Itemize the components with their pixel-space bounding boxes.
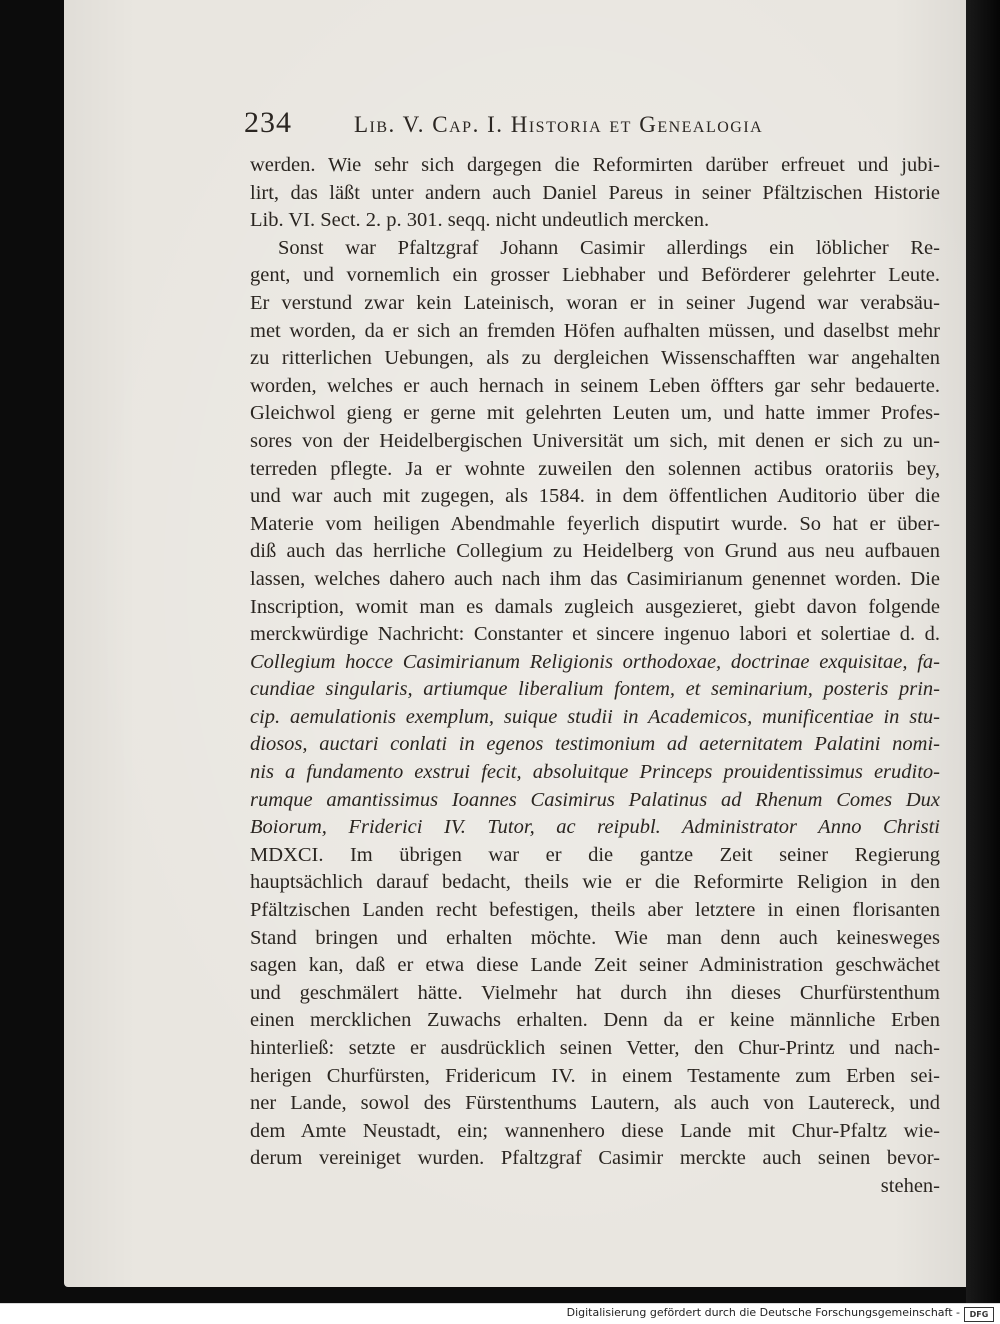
text-line: derum vereiniget wurden. Pfaltzgraf Casimir merckte auch seinen bevor-: [250, 1147, 940, 1170]
text-line: herigen Churfürsten, Fridericum IV. in einem Testamente zum Erben sei-: [250, 1064, 940, 1087]
scan-right-edge: [966, 0, 1000, 1303]
text-line: Lib. VI. Sect. 2. p. 301. seqq. nicht undeutlich mercken.: [250, 209, 710, 232]
text-line: MDXCI. Im übrigen war er die gantze Zeit seiner Regierung: [250, 843, 940, 866]
body-text: [250, 152, 940, 1201]
text-line: dem Amte Neustadt, ein; wannenhero diese Lande mit Chur-Pfaltz wie-: [250, 1119, 940, 1142]
text-line: lassen, welches dahero auch nach ihm das Casimirianum genennet worden. Die: [250, 567, 940, 590]
text-line: worden, welches er auch hernach in seinem Leben öffters gar sehr bedauerte.: [250, 374, 940, 397]
text-line: sores von der Heidelbergischen Universität um sich, mit denen er sich zu un-: [250, 429, 940, 452]
text-line: met worden, da er sich an fremden Höfen aufhalten müssen, und daselbst mehr: [250, 319, 940, 342]
text-line: Boiorum, Friderici IV. Tutor, ac reipubl. Administrator Anno Christi: [250, 816, 940, 839]
text-line: zu ritterlichen Uebungen, als zu dergleichen Wissenschafften war angehalten: [250, 347, 940, 370]
footer-bar: [0, 1303, 1000, 1324]
text-line: Collegium hocce Casimirianum Religionis orthodoxae, doctrinae exquisitae, fa-: [250, 650, 940, 673]
page-number: 234: [244, 106, 292, 139]
catchword: stehen-: [880, 1174, 940, 1197]
text-line: Gleichwol gieng er gerne mit gelehrten Leuten um, und hatte immer Profes-: [250, 402, 940, 425]
text-line: cundiae singularis, artiumque liberalium fontem, et seminarium, posteris prin-: [250, 678, 940, 701]
dfg-logo-icon: DFG: [964, 1307, 994, 1322]
text-line: diosos, auctari conlati in egenos testimonium ad aeternitatem Palatini nomi-: [250, 733, 940, 756]
text-line: hinterließ: setzte er ausdrücklich seinen Vetter, den Chur-Printz und nach-: [250, 1037, 940, 1059]
text-line: Stand bringen und erhalten möchte. Wie man denn auch keinesweges: [250, 926, 940, 949]
text-line: nis a fundamento exstrui fecit, absoluitque Princeps prouidentissimus erudito-: [250, 761, 940, 784]
page-header: [244, 106, 844, 146]
text-line: diß auch das herrliche Collegium zu Heidelberg von Grund aus neu aufbauen: [250, 540, 940, 563]
text-line: merckwürdige Nachricht: Constanter et sincere ingenuo labori et solertiae d. d.: [250, 623, 940, 646]
text-line: hauptsächlich darauf bedacht, theils wie er die Reformirte Religion in den: [250, 871, 940, 894]
text-line: und geschmälert hätte. Vielmehr hat durch ihn dieses Churfürstenthum: [250, 981, 940, 1004]
text-line: werden. Wie sehr sich dargegen die Reformirten darüber erfreuet und jubi-: [250, 154, 940, 176]
text-line: rumque amantissimus Ioannes Casimirus Palatinus ad Rhenum Comes Dux: [250, 788, 940, 811]
text-line: Sonst war Pfaltzgraf Johann Casimir allerdings ein löblicher Re-: [278, 236, 940, 259]
text-line: Inscription, womit man es damals zugleich ausgezieret, giebt davon folgende: [250, 595, 940, 618]
digitization-credit: Digitalisierung gefördert durch die Deutsche Forschungsgemeinschaft -: [566, 1306, 960, 1319]
text-line: terreden pflegte. Ja er wohnte zuweilen den solennen actibus oratoriis bey,: [250, 457, 940, 480]
text-line: sagen kan, daß er etwa diese Lande Zeit seiner Administration geschwächet: [250, 954, 940, 977]
text-line: lirt, das läßt unter andern auch Daniel Pareus in seiner Pfältzischen Historie: [250, 181, 940, 204]
text-line: Er verstund zwar kein Lateinisch, woran er in seiner Jugend war verabsäu-: [250, 291, 940, 314]
text-line: Materie vom heiligen Abendmahle feyerlich disputirt wurde. So hat er über-: [250, 512, 940, 535]
text-line: cip. aemulationis exemplum, suique studii in Academicos, munificentiae in stu-: [250, 705, 940, 728]
text-line: gent, und vornemlich ein grosser Liebhaber und Beförderer gelehrter Leute.: [250, 264, 940, 287]
text-line: und war auch mit zugegen, als 1584. in dem öffentlichen Auditorio über die: [250, 485, 940, 508]
text-line: ner Lande, sowol des Fürstenthums Lautern, als auch von Lautereck, und: [250, 1092, 940, 1115]
running-head: Lib. V. Cap. I. Historia et Genealogia: [354, 112, 764, 137]
text-line: einen mercklichen Zuwachs erhalten. Denn da er keine männliche Erben: [250, 1009, 940, 1032]
text-line: Pfältzischen Landen recht befestigen, theils aber letztere in einen florisanten: [250, 899, 940, 922]
